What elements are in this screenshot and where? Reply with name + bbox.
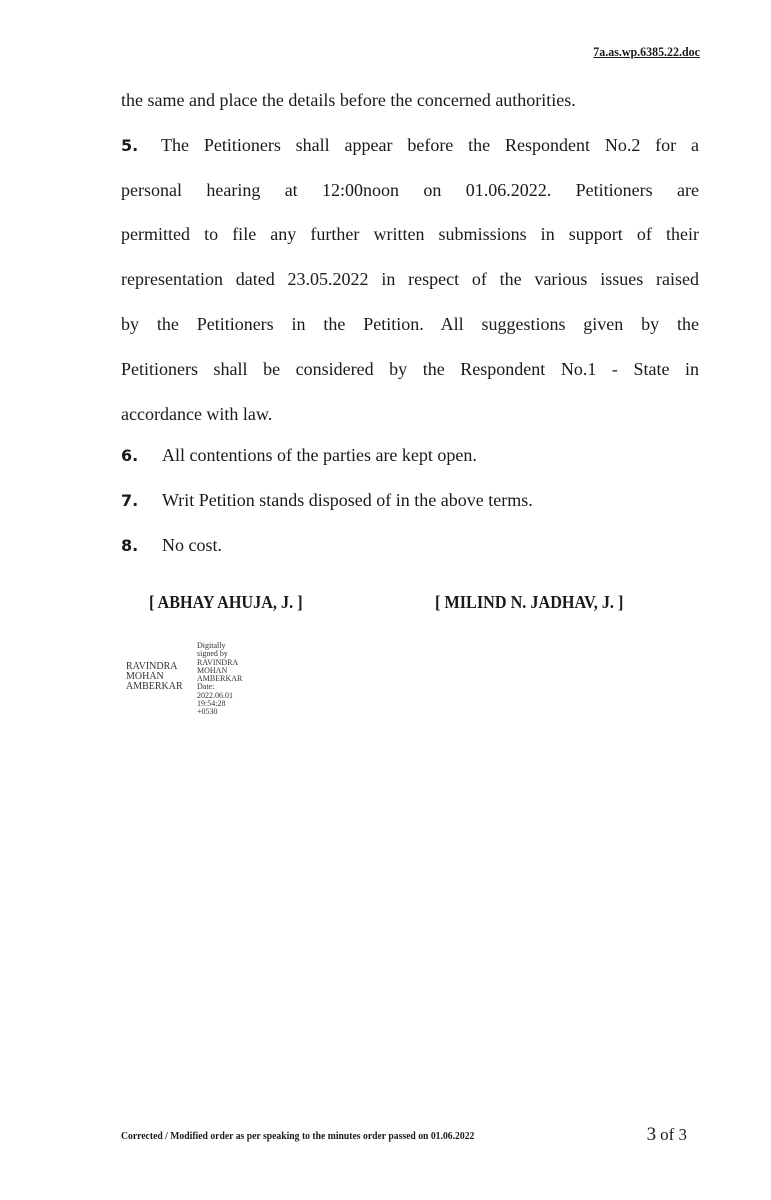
para-5-line-2: personal hearing at 12:00noon on 01.06.2022. Petitioners are <box>121 179 699 200</box>
para-5-text-1: The Petitioners shall appear before the Respondent No.2 for a <box>161 134 699 155</box>
signature-detail-line: Digitally <box>197 641 226 650</box>
para-7 <box>121 490 533 511</box>
para-8-number: 8. <box>121 536 139 555</box>
para-5-line-1 <box>121 123 699 168</box>
signature-detail-line: RAVINDRA <box>197 657 239 667</box>
para-6-text: All contentions of the parties are kept open. <box>162 445 477 465</box>
judge-right-signature: [ MILIND N. JADHAV, J. ] <box>435 592 624 612</box>
signature-detail-line: AMBERKAR <box>197 674 243 684</box>
para-5-line-5: by the Petitioners in the Petition. All suggestions given by the <box>121 313 699 334</box>
order-body <box>121 78 699 436</box>
para-5-line-3: permitted to file any further written submissions in support of their <box>121 224 699 245</box>
para-5-line-4: representation dated 23.05.2022 in respect of the various issues raised <box>121 269 699 290</box>
document-reference: 7a.as.wp.6385.22.doc <box>593 44 700 59</box>
continuation-line: the same and place the details before the concerned authorities. <box>121 90 576 110</box>
signature-detail-line: 2022.06.01 <box>197 690 233 700</box>
digital-signature-name <box>126 662 183 692</box>
signature-detail-line: MOHAN <box>197 665 228 675</box>
para-8-text: No cost. <box>162 535 222 555</box>
signature-detail-line: Date: <box>197 682 215 692</box>
signer-name-line: RAVINDRA <box>126 661 178 672</box>
page-number <box>647 1124 687 1146</box>
para-7-number: 7. <box>121 491 139 510</box>
footer-correction-note: Corrected / Modified order as per speaking to the minutes order passed on 01.06.2022 <box>121 1130 475 1142</box>
para-5-number: 5. <box>121 135 139 155</box>
digital-signature-details <box>197 642 242 717</box>
para-6 <box>121 445 477 466</box>
judge-left-signature: [ ABHAY AHUJA, J. ] <box>149 592 303 612</box>
para-7-text: Writ Petition stands disposed of in the above terms. <box>162 490 533 510</box>
signature-detail-line: +0530 <box>197 707 218 717</box>
page-current: 3 <box>646 1124 657 1145</box>
signature-detail-line: signed by <box>197 649 228 659</box>
signer-name-line: AMBERKAR <box>126 681 183 692</box>
para-5-line-7: accordance with law. <box>121 403 273 424</box>
page-total: of 3 <box>660 1125 687 1144</box>
signer-name-line: MOHAN <box>126 671 164 682</box>
signature-detail-line: 19:54:28 <box>197 699 226 709</box>
para-5-line-6: Petitioners shall be considered by the Respondent No.1 - State in <box>121 358 699 379</box>
para-6-number: 6. <box>121 446 139 465</box>
para-8 <box>121 535 222 556</box>
